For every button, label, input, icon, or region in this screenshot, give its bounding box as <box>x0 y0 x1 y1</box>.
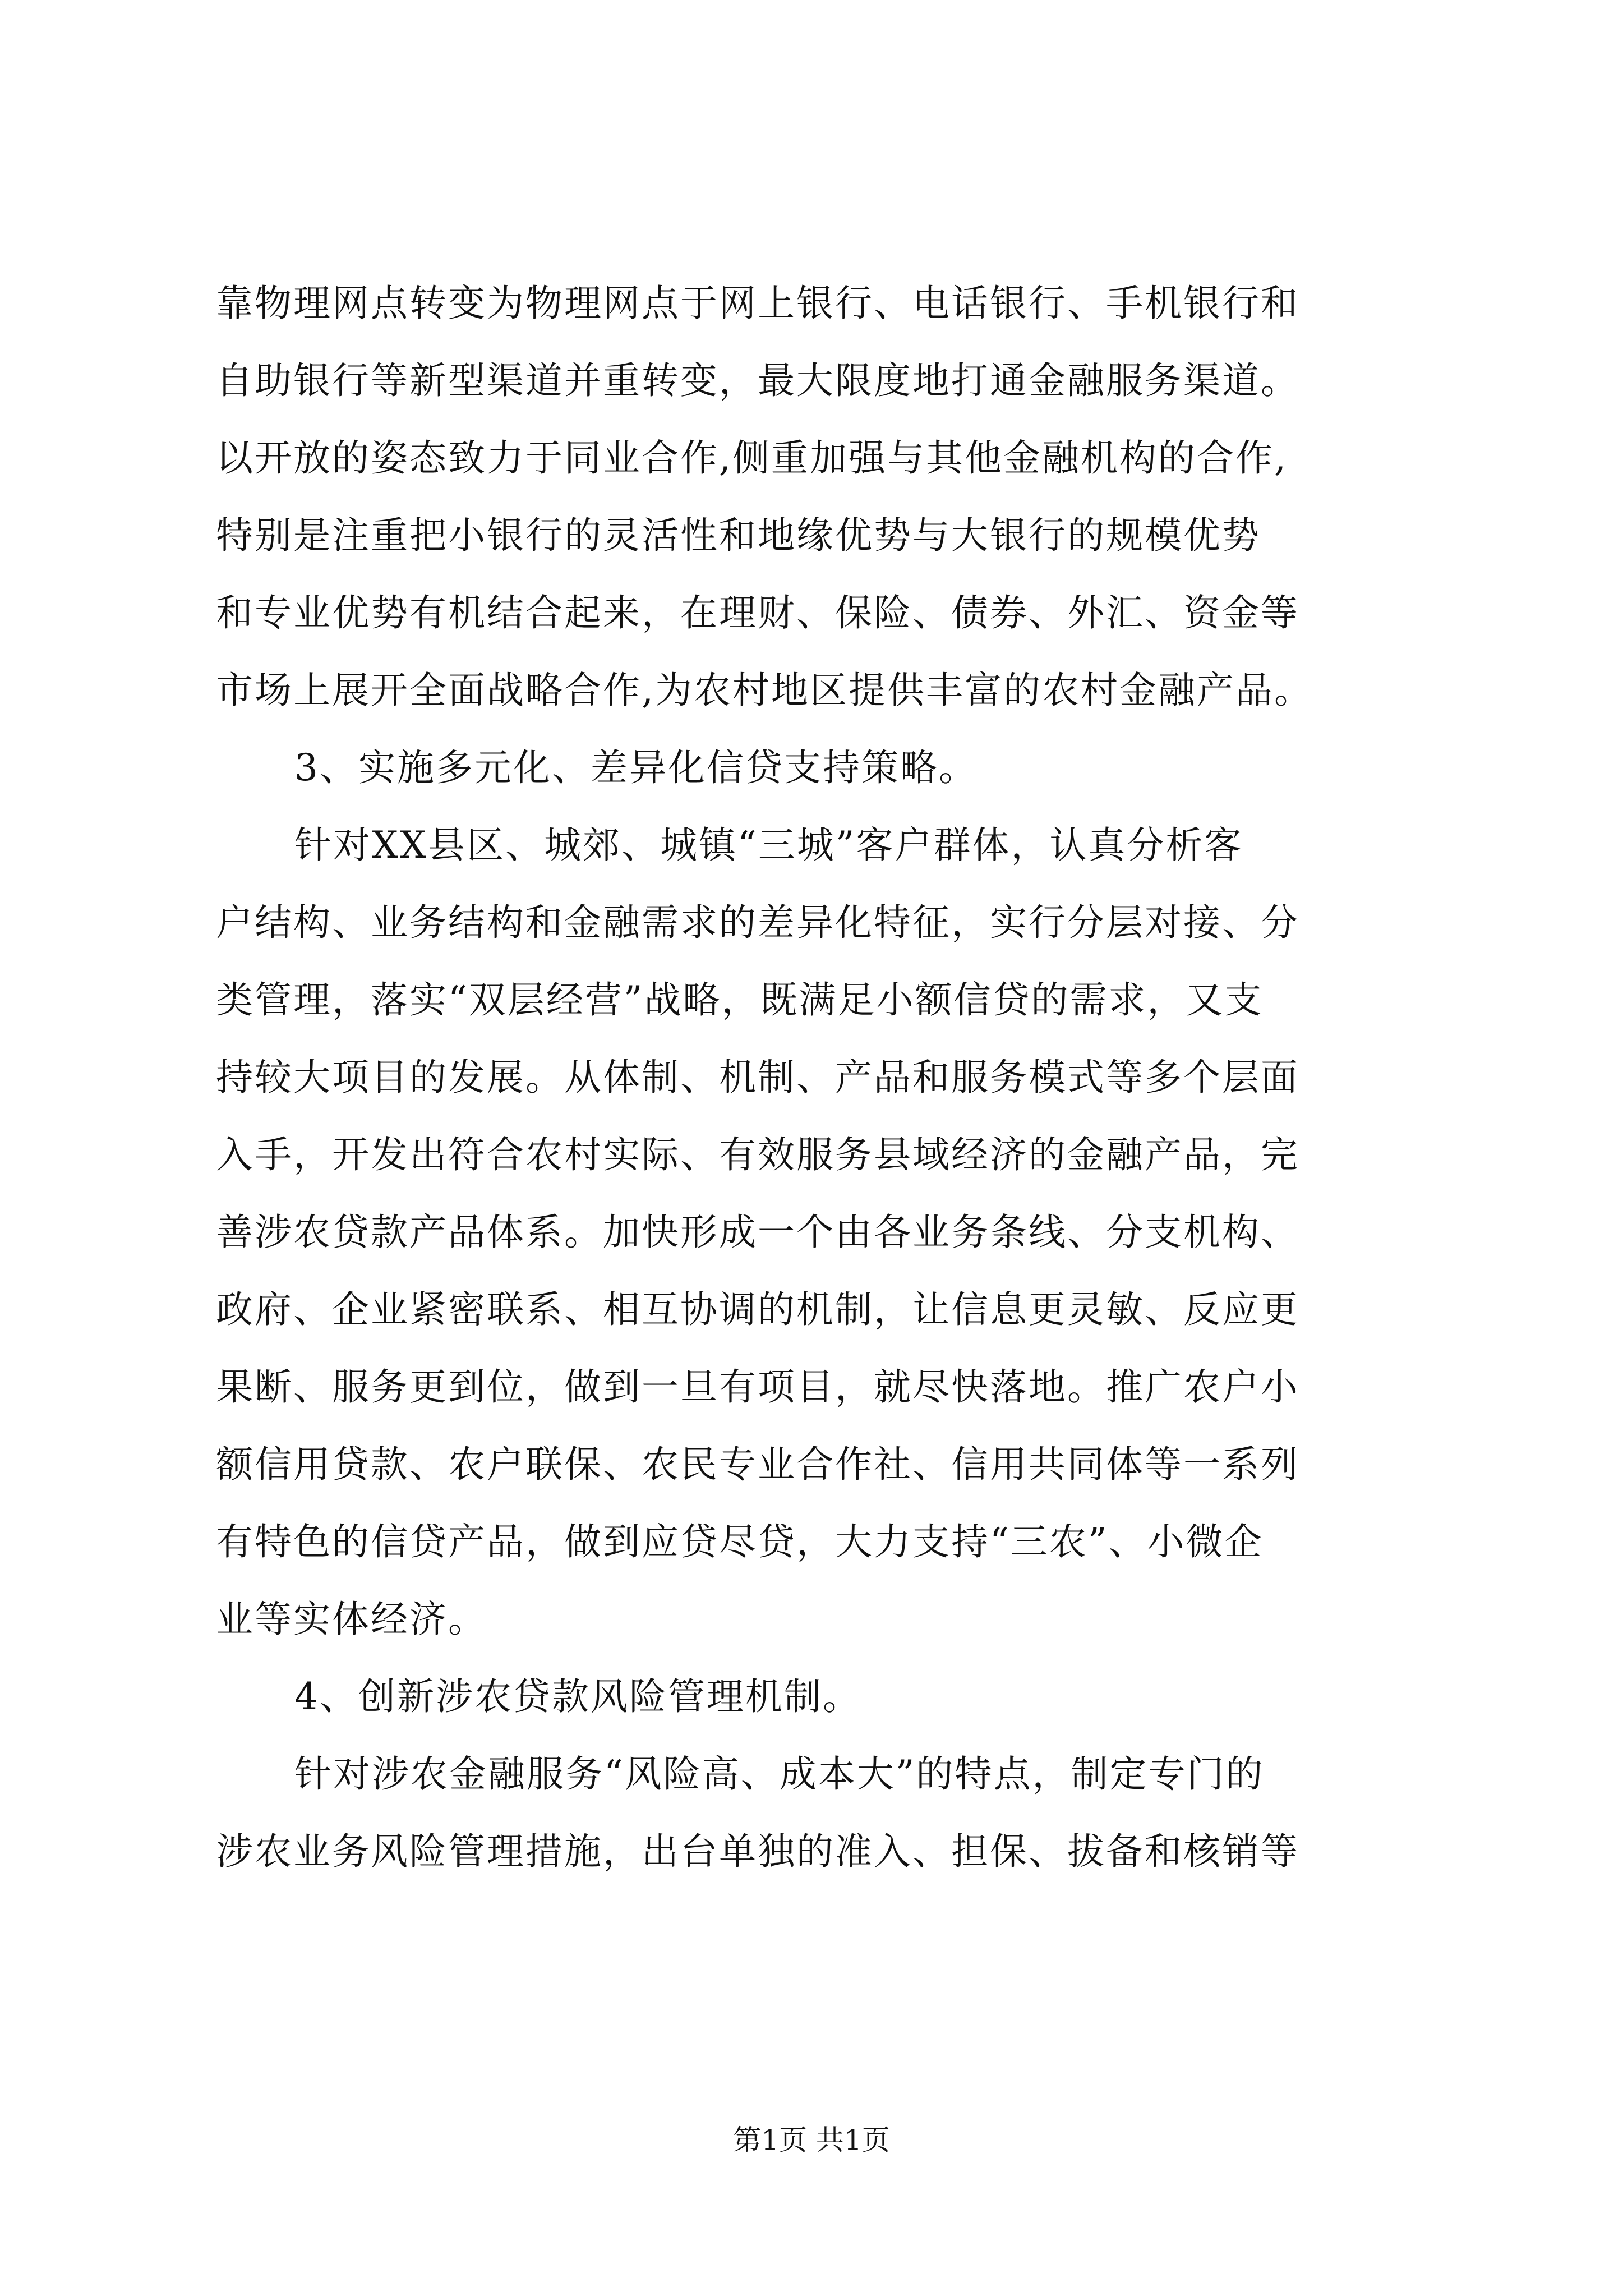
text-line: 靠物理网点转变为物理网点于网上银行、电话银行、手机银行和 <box>216 282 1299 325</box>
text-line: 业等实体经济。 <box>216 1598 487 1641</box>
section-heading: 3、实施多元化、差异化信贷支持策略。 <box>294 746 978 789</box>
text-line: 针对XX县区、城郊、城镇“三城”客户群体，认真分析客 <box>294 823 1243 867</box>
document-body <box>216 283 1422 1909</box>
text-line: 特别是注重把小银行的灵活性和地缘优势与大银行的规模优势 <box>216 514 1261 557</box>
text-line: 善涉农贷款产品体系。加快形成一个由各业务条线、分支机构、 <box>216 1211 1299 1254</box>
text-line: 涉农业务风险管理措施，出台单独的准入、担保、拔备和核销等 <box>216 1830 1299 1873</box>
text-line: 和专业优势有机结合起来，在理财、保险、债券、外汇、资金等 <box>216 591 1299 634</box>
text-line: 果断、服务更到位，做到一旦有项目，就尽快落地。推广农户小 <box>216 1365 1299 1409</box>
text-line: 类管理，落实“双层经营”战略，既满足小额信贷的需求，又支 <box>216 978 1264 1022</box>
text-line: 持较大项目的发展。从体制、机制、产品和服务模式等多个层面 <box>216 1056 1299 1099</box>
text-line: 政府、企业紧密联系、相互协调的机制，让信息更灵敏、反应更 <box>216 1288 1299 1331</box>
text-line: 额信用贷款、农户联保、农民专业合作社、信用共同体等一系列 <box>216 1443 1299 1486</box>
text-line: 入手，开发出符合农村实际、有效服务县域经济的金融产品，完 <box>216 1133 1299 1176</box>
text-line: 针对涉农金融服务“风险高、成本大”的特点，制定专门的 <box>294 1752 1265 1796</box>
section-heading: 4、创新涉农贷款风险管理机制。 <box>294 1675 861 1718</box>
text-line: 以开放的姿态致力于同业合作,侧重加强与其他金融机构的合作, <box>216 436 1288 480</box>
text-line: 有特色的信贷产品，做到应贷尽贷，大力支持“三农”、小微企 <box>216 1520 1264 1563</box>
text-line: 自助银行等新型渠道并重转变，最大限度地打通金融服务渠道。 <box>216 359 1299 402</box>
page-number-footer: 第1页 共1页 <box>733 2124 890 2156</box>
text-line: 户结构、业务结构和金融需求的差异化特征，实行分层对接、分 <box>216 901 1299 944</box>
text-line: 市场上展开全面战略合作,为农村地区提供丰富的农村金融产品。 <box>216 669 1313 712</box>
